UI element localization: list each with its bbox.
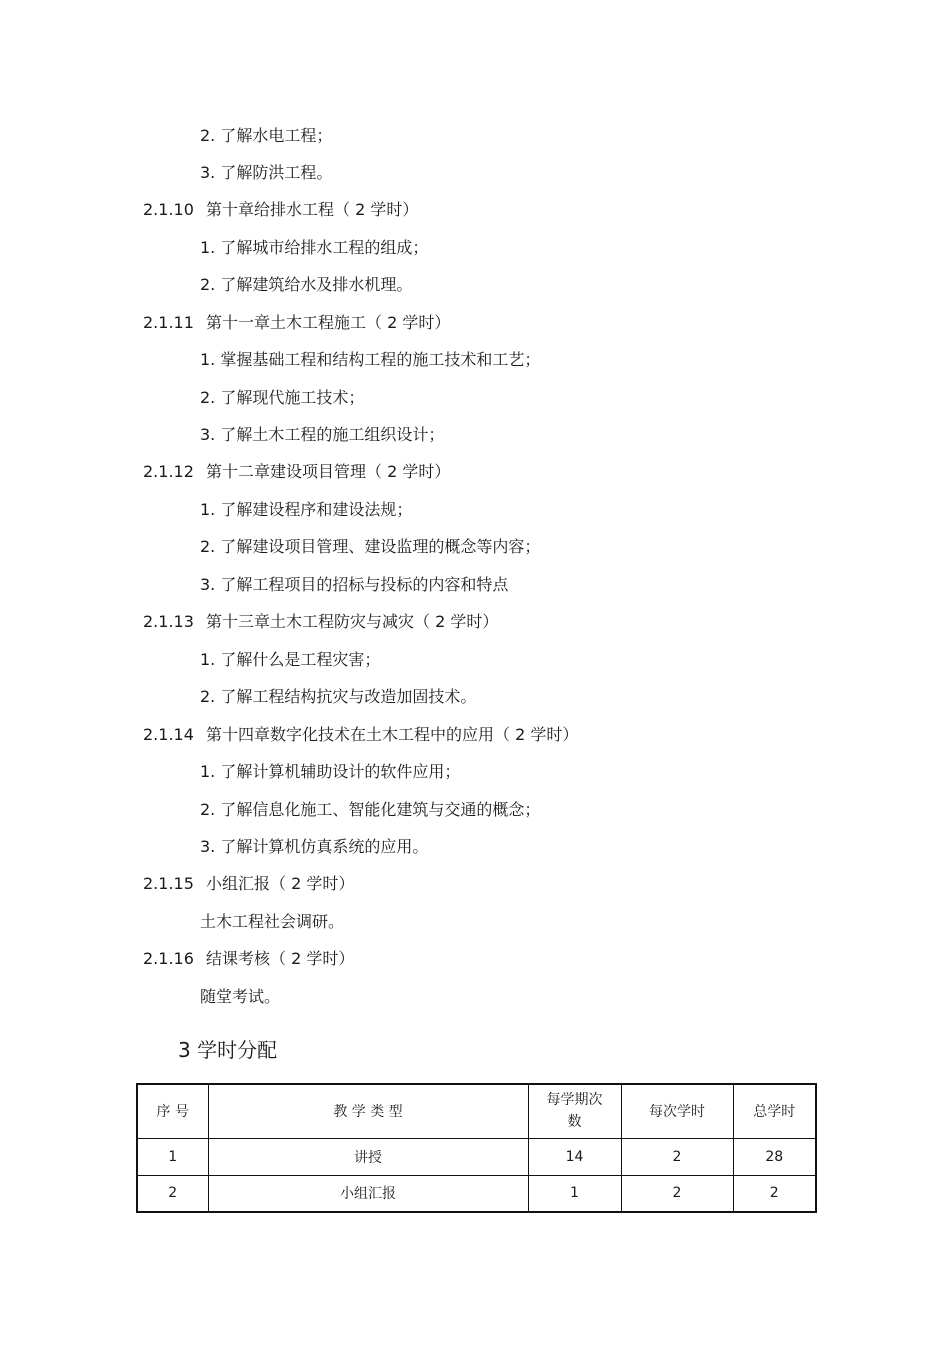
- col-header-total-hours: 总学时: [733, 1084, 816, 1138]
- list-item: 1. 了解计算机辅助设计的软件应用；: [200, 762, 461, 781]
- section-title: 第十二章建设项目管理（ 2 学时）: [206, 462, 451, 481]
- table-cell: 讲授: [208, 1138, 528, 1175]
- table-header-row: [137, 1084, 816, 1138]
- section-heading: [143, 313, 450, 333]
- section-number: 2.1.13: [143, 612, 194, 631]
- section-title: 小组汇报（ 2 学时）: [206, 874, 355, 893]
- section-number: 2.1.11: [143, 313, 194, 332]
- section-title: 第十四章数字化技术在土木工程中的应用（ 2 学时）: [206, 725, 579, 744]
- list-item: 1. 了解城市给排水工程的组成；: [200, 238, 429, 257]
- list-item: 2. 了解建设项目管理、建设监理的概念等内容；: [200, 537, 541, 556]
- section-heading: [143, 612, 498, 632]
- section-number: 2.1.12: [143, 462, 194, 481]
- table-cell: 2: [137, 1175, 208, 1212]
- section-heading: [143, 200, 418, 220]
- table-cell: 2: [621, 1138, 733, 1175]
- list-item: 土木工程社会调研。: [200, 912, 345, 931]
- list-item: 2. 了解信息化施工、智能化建筑与交通的概念；: [200, 800, 541, 819]
- section-heading: [143, 949, 354, 969]
- hours-allocation-table: [136, 1083, 817, 1213]
- section-number: 2.1.16: [143, 949, 194, 968]
- section-title: 第十一章土木工程施工（ 2 学时）: [206, 313, 451, 332]
- table-cell: 2: [733, 1175, 816, 1212]
- col-header-hours-each: 每次学时: [621, 1084, 733, 1138]
- section-3-title: 3 学时分配: [178, 1038, 278, 1062]
- list-item: 2. 了解水电工程；: [200, 126, 333, 145]
- table-row: [137, 1175, 816, 1212]
- list-item: 2. 了解工程结构抗灾与改造加固技术。: [200, 687, 477, 706]
- table-cell: 28: [733, 1138, 816, 1175]
- section-title: 第十章给排水工程（ 2 学时）: [206, 200, 419, 219]
- list-item: 1. 了解建设程序和建设法规；: [200, 500, 413, 519]
- table-cell: 1: [137, 1138, 208, 1175]
- table-cell: 小组汇报: [208, 1175, 528, 1212]
- list-item: 2. 了解建筑给水及排水机理。: [200, 275, 413, 294]
- section-heading: [143, 462, 450, 482]
- list-item: 3. 了解土木工程的施工组织设计；: [200, 425, 445, 444]
- list-item: 3. 了解防洪工程。: [200, 163, 333, 182]
- section-number: 2.1.15: [143, 874, 194, 893]
- table-cell: 14: [528, 1138, 621, 1175]
- list-item: 3. 了解工程项目的招标与投标的内容和特点: [200, 575, 509, 594]
- section-heading: [143, 874, 354, 894]
- col-header-sessions: 每学期次数: [528, 1084, 621, 1138]
- section-heading: [143, 725, 578, 745]
- table-cell: 2: [621, 1175, 733, 1212]
- section-number: 2.1.10: [143, 200, 194, 219]
- section-title: 结课考核（ 2 学时）: [206, 949, 355, 968]
- list-item: 随堂考试。: [200, 987, 281, 1006]
- list-item: 3. 了解计算机仿真系统的应用。: [200, 837, 429, 856]
- section-title: 第十三章土木工程防灾与减灾（ 2 学时）: [206, 612, 499, 631]
- col-header-type: 教 学 类 型: [208, 1084, 528, 1138]
- list-item: 1. 了解什么是工程灾害；: [200, 650, 381, 669]
- list-item: 2. 了解现代施工技术；: [200, 388, 365, 407]
- col-header-index: 序 号: [137, 1084, 208, 1138]
- table-cell: 1: [528, 1175, 621, 1212]
- section-number: 2.1.14: [143, 725, 194, 744]
- list-item: 1. 掌握基础工程和结构工程的施工技术和工艺；: [200, 350, 541, 369]
- table-row: [137, 1138, 816, 1175]
